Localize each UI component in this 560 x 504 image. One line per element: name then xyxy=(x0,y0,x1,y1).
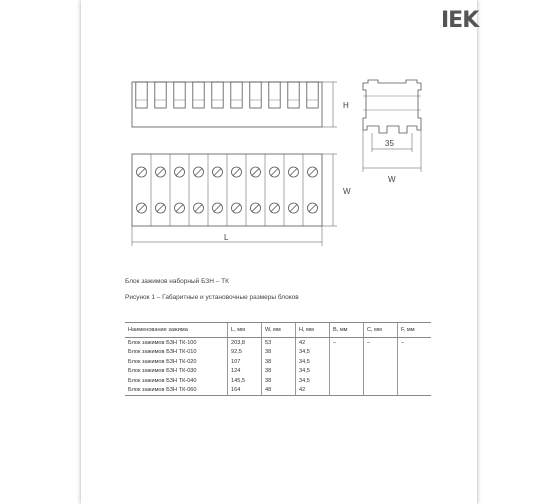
cell-b xyxy=(330,357,364,367)
cell-w: 53 xyxy=(262,337,296,347)
screw-slot xyxy=(195,205,202,212)
screw-slot xyxy=(138,169,145,176)
cell-l: 92,5 xyxy=(228,347,262,357)
cell-name: Блок зажимов БЗН ТК-060 xyxy=(125,385,228,395)
screw-slot xyxy=(290,169,297,176)
cell-name: Блок зажимов БЗН ТК-020 xyxy=(128,358,197,365)
cell-l: 145,5 xyxy=(228,376,262,386)
cell-h: 34,5 xyxy=(296,376,330,386)
product-caption: Блок зажимов наборный БЗН – ТК xyxy=(125,278,229,285)
terminal-slot xyxy=(231,82,242,108)
table-row xyxy=(125,347,431,357)
cell-w: 38 xyxy=(262,376,296,386)
dim-label-w: W xyxy=(343,187,351,196)
cell-c xyxy=(364,357,398,367)
header-w: W, мм xyxy=(262,323,296,338)
terminal-slot xyxy=(155,82,166,108)
cell-name: Блок зажимов БЗН ТК-100 xyxy=(128,339,197,346)
cell-h: 34,5 xyxy=(296,357,330,367)
header-name: Наименование зажима xyxy=(125,323,228,338)
cell-c xyxy=(364,366,398,376)
cell-h: 42 xyxy=(296,385,330,395)
cell-c xyxy=(364,376,398,386)
screw-slot xyxy=(233,205,240,212)
cell-l: 107 xyxy=(228,357,262,367)
screw-slot xyxy=(176,205,183,212)
cell-b xyxy=(330,385,364,395)
dim-label-35: 35 xyxy=(385,139,394,148)
screw-slot xyxy=(290,205,297,212)
dim-label-h: H xyxy=(343,101,349,110)
figure-caption: Рисунок 1 – Габаритные и установочные размеры блоков xyxy=(125,294,299,301)
cell-l: 203,8 xyxy=(228,337,262,347)
block-top-view xyxy=(132,82,322,127)
terminal-slot xyxy=(136,82,147,108)
screw-slot xyxy=(252,169,259,176)
screw-slot xyxy=(309,169,316,176)
screw-slot xyxy=(138,205,145,212)
cell-c: – xyxy=(364,337,398,347)
cell-h: 34,5 xyxy=(296,366,330,376)
cell-f xyxy=(398,357,432,367)
screw-slot xyxy=(214,205,221,212)
cell-h: 34,5 xyxy=(296,347,330,357)
cell-f xyxy=(398,385,432,395)
table-header-row xyxy=(125,323,431,338)
cell-l: 164 xyxy=(228,385,262,395)
header-l: L, мм xyxy=(228,323,262,338)
dim-label-l: L xyxy=(224,233,229,242)
table-row xyxy=(125,357,431,367)
cell-w: 48 xyxy=(262,385,296,395)
header-c: C, мм xyxy=(364,323,398,338)
cell-name: Блок зажимов БЗН ТК-030 xyxy=(128,368,197,374)
cell-b xyxy=(330,366,364,376)
screw-slot xyxy=(233,169,240,176)
dimensions-table xyxy=(125,322,431,396)
header-h: H, мм xyxy=(296,323,330,338)
screw-slot xyxy=(214,169,221,176)
document-page xyxy=(81,0,477,504)
terminal-slot xyxy=(193,82,204,108)
table-row xyxy=(125,385,431,395)
terminal-slot xyxy=(250,82,261,108)
table-row xyxy=(125,366,431,376)
cell-b xyxy=(330,347,364,357)
cell-h: 42 xyxy=(296,337,330,347)
screw-slot xyxy=(195,169,202,176)
iek-logo: IEK xyxy=(441,8,479,33)
cell-c xyxy=(364,385,398,395)
cell-b xyxy=(330,376,364,386)
cell-w: 38 xyxy=(262,347,296,357)
terminal-slot xyxy=(269,82,280,108)
terminal-slot xyxy=(288,82,299,108)
cell-b: – xyxy=(330,337,364,347)
screw-slot xyxy=(309,205,316,212)
cell-f xyxy=(398,376,432,386)
terminal-slot xyxy=(174,82,185,108)
terminal-slot xyxy=(307,82,318,108)
screw-slot xyxy=(157,169,164,176)
cell-w: 38 xyxy=(262,366,296,376)
screw-slot xyxy=(176,169,183,176)
dimension-drawing xyxy=(81,0,477,260)
cell-f xyxy=(398,347,432,357)
table-row xyxy=(125,337,431,347)
cell-name: Блок зажимов БЗН ТК-040 xyxy=(128,377,197,384)
cell-f: – xyxy=(398,337,432,347)
cell-f xyxy=(398,366,432,376)
cell-c xyxy=(364,347,398,357)
cell-w: 38 xyxy=(262,357,296,367)
table-row xyxy=(125,376,431,386)
terminal-slot xyxy=(212,82,223,108)
header-b: B, мм xyxy=(330,323,364,338)
dim-label-w-side: W xyxy=(388,175,396,184)
screw-slot xyxy=(271,205,278,212)
cell-name: Блок зажимов БЗН ТК-010 xyxy=(128,349,197,355)
cell-l: 124 xyxy=(228,366,262,376)
screw-slot xyxy=(252,205,259,212)
screw-slot xyxy=(157,205,164,212)
side-profile xyxy=(363,80,421,133)
header-f: F, мм xyxy=(398,323,432,338)
screw-slot xyxy=(271,169,278,176)
